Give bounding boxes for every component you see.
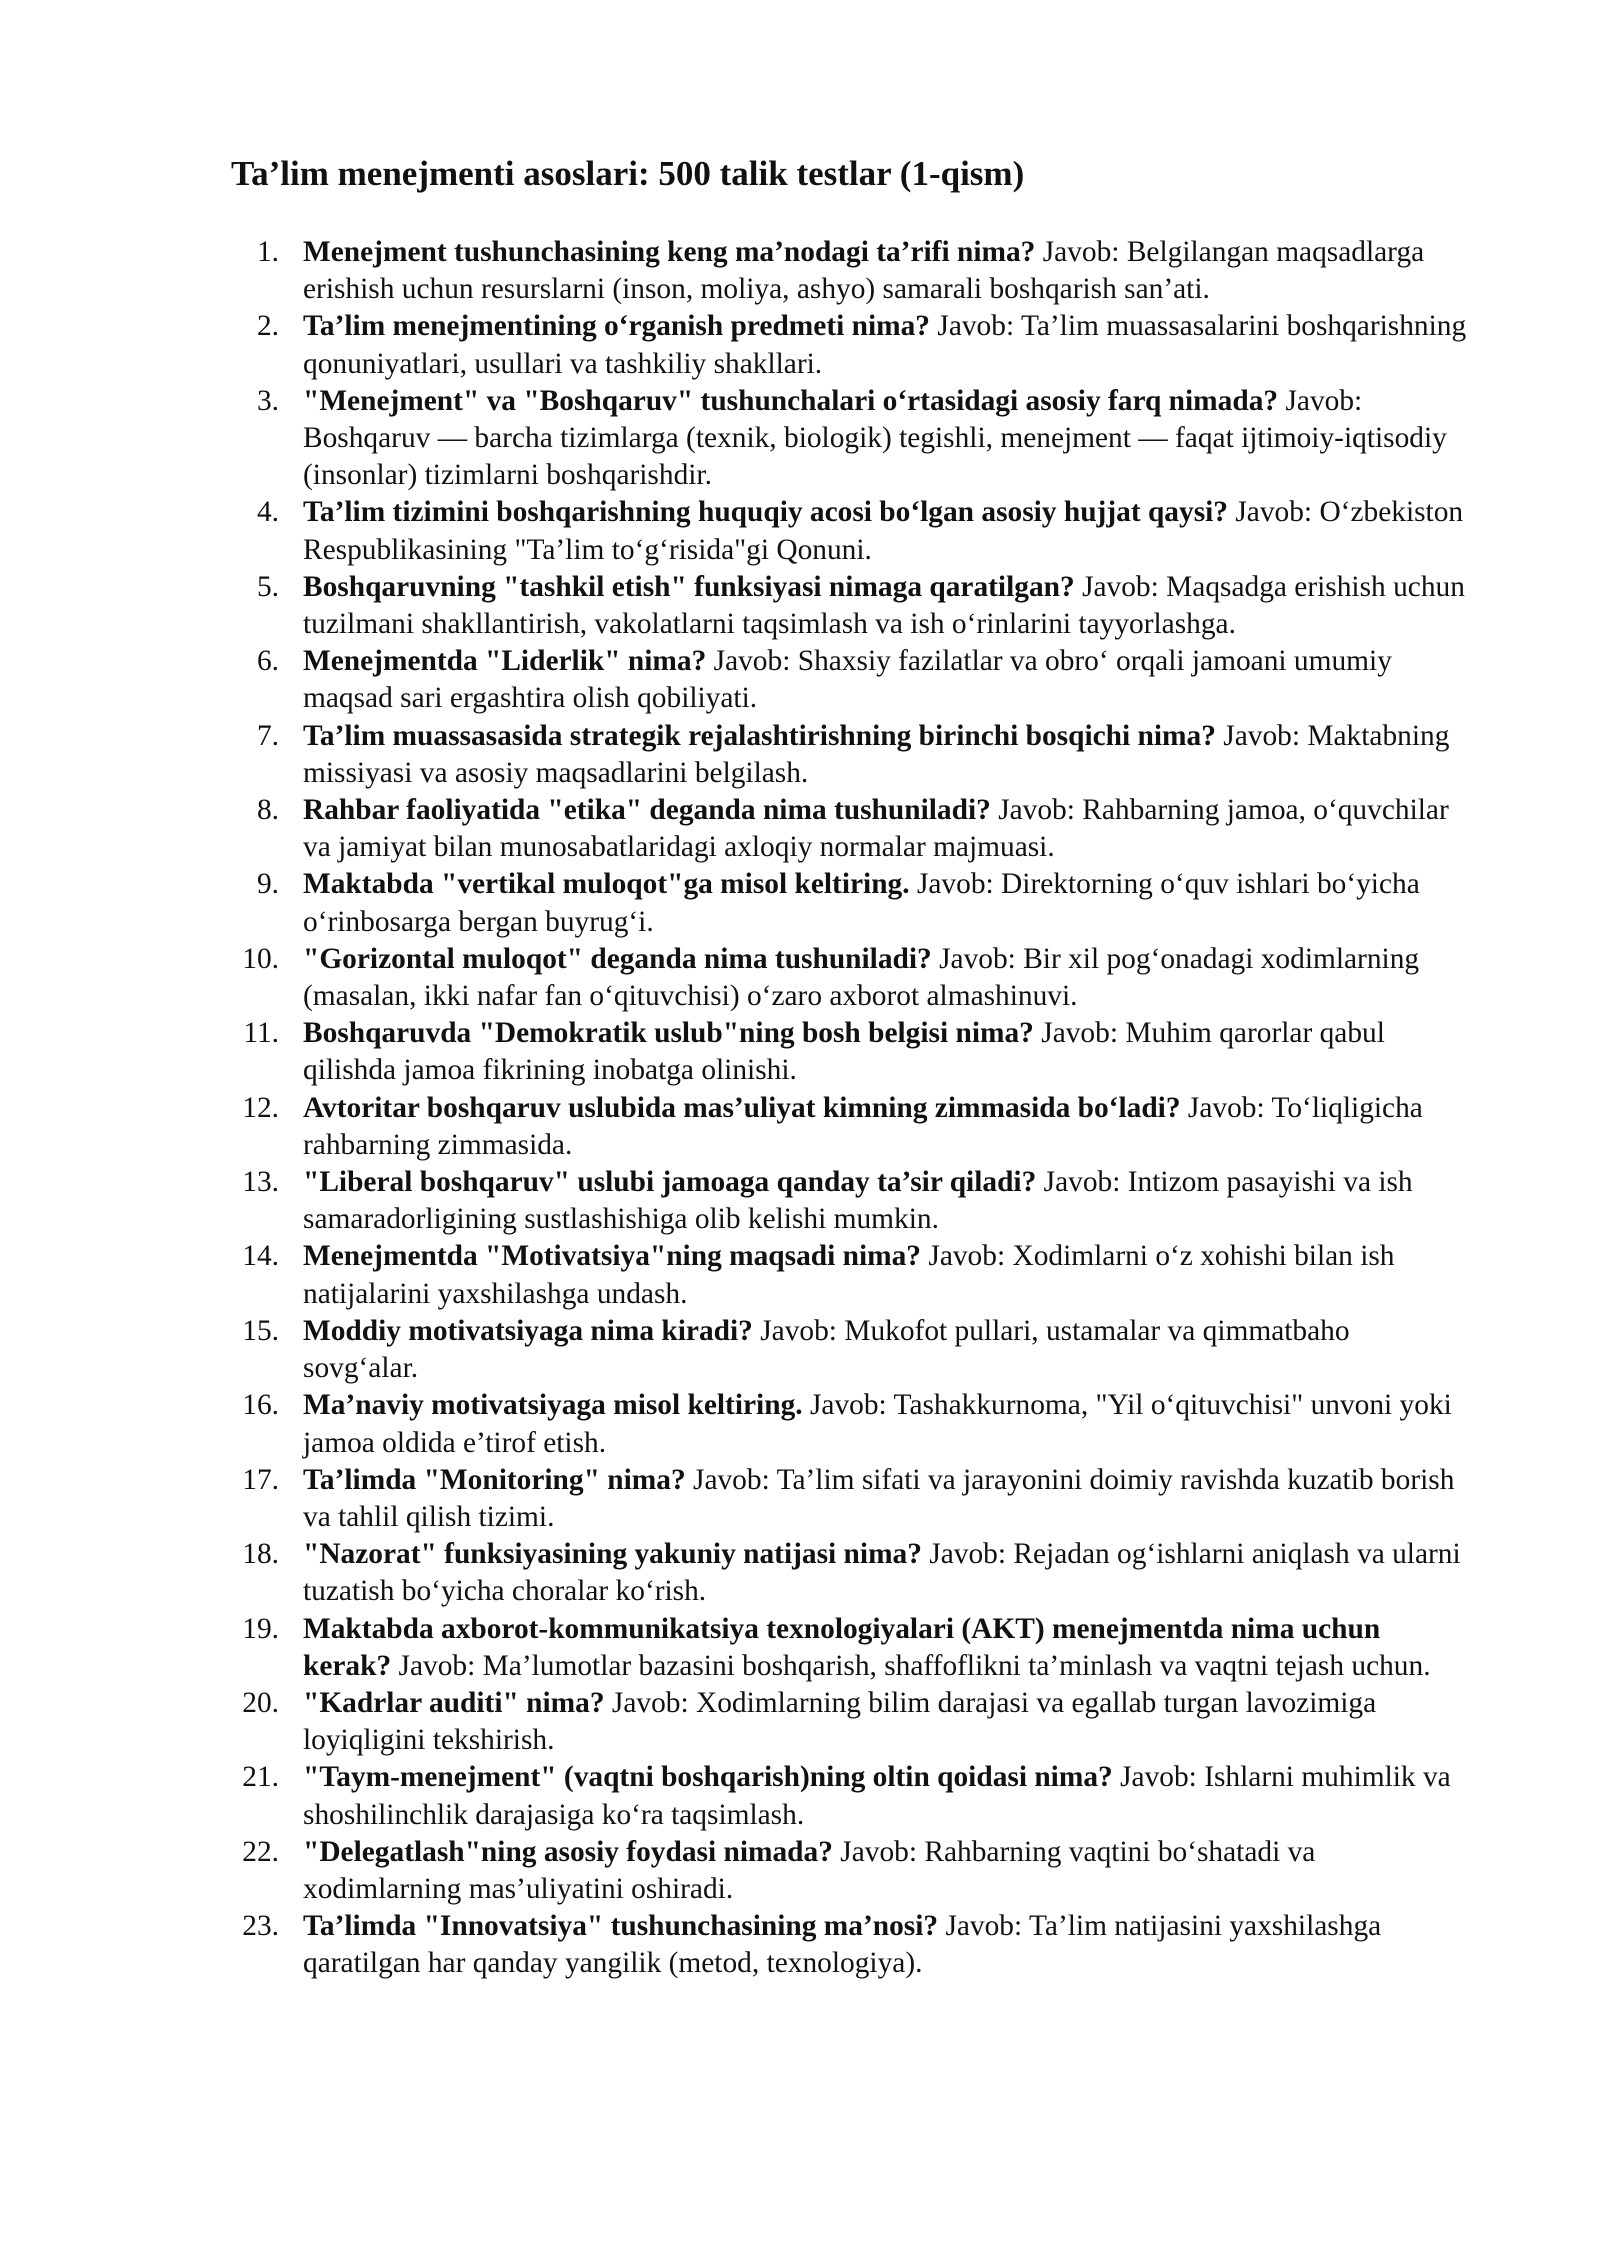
item-number: 19.	[242, 1612, 279, 1645]
answer-text: Boshqaruv — barcha tizimlarga (texnik, biologik) tegishli, menejment — faqat ijtimoiy-iqtisodiy (insonlar) tizimlarni boshqarishdir.	[303, 422, 1447, 492]
item-body	[303, 1908, 1468, 1982]
answer-label: Javob:	[713, 645, 791, 678]
answer-text: Mukofot pullari, ustamalar va qimmatbaho sovg‘alar.	[303, 1314, 1350, 1385]
answer-text: Rejadan og‘ishlarni aniqlash va ularni tuzatish bo‘yicha choralar ko‘rish.	[303, 1538, 1461, 1608]
item-body	[303, 383, 1468, 495]
answer-label: Javob:	[929, 1538, 1007, 1571]
question-text: Avtoritar boshqaruv uslubida mas’uliyat kimning zimmasida bo‘ladi?	[303, 1091, 1181, 1124]
question-text: Menejmentda "Liderlik" nima?	[303, 645, 707, 678]
answer-label: Javob:	[937, 310, 1015, 343]
answer-label: Javob:	[1120, 1761, 1197, 1794]
question-text: "Menejment" va "Boshqaruv" tushunchalari o‘rtasidagi asosiy farq nimada?	[303, 384, 1279, 417]
question-text: Ta’limda "Innovatsiya" tushunchasining ma’nosi?	[303, 1910, 939, 1943]
question-text: Rahbar faoliyatida "etika" deganda nima tushuniladi?	[303, 794, 991, 827]
list-item	[0, 1387, 1600, 1461]
question-text: "Taym-menejment" (vaqtni boshqarish)ning oltin qoidasi nima?	[303, 1761, 1113, 1794]
list-item	[0, 1759, 1600, 1833]
item-body	[303, 1536, 1468, 1610]
answer-text: Shaxsiy fazilatlar va obro‘ orqali jamoani umumiy maqsad sari ergashtira olish qobiliyati.	[303, 645, 1392, 715]
answer-label: Javob:	[1043, 1166, 1121, 1199]
item-number: 16.	[242, 1389, 279, 1422]
item-number: 9.	[256, 868, 279, 901]
item-number: 15.	[242, 1314, 279, 1347]
answer-label: Javob:	[1285, 384, 1363, 417]
item-body	[303, 1015, 1468, 1089]
item-number: 17.	[242, 1463, 279, 1496]
question-text: Ta’lim menejmentining o‘rganish predmeti nima?	[303, 310, 931, 343]
item-number: 13.	[242, 1166, 279, 1199]
answer-label: Javob:	[1041, 1017, 1118, 1050]
answer-label: Javob:	[1223, 719, 1300, 752]
answer-label: Javob:	[1187, 1091, 1265, 1124]
item-body	[303, 234, 1468, 308]
list-item	[0, 569, 1600, 643]
answer-text: Intizom pasayishi va ish samaradorligining sustlashishiga olib kelishi mumkin.	[303, 1166, 1413, 1236]
list-item	[0, 1164, 1600, 1238]
item-body	[303, 1387, 1468, 1461]
answer-text: Direktorning o‘quv ishlari bo‘yicha o‘rinbosarga bergan buyrug‘i.	[303, 868, 1420, 938]
list-item	[0, 1015, 1600, 1089]
answer-label: Javob:	[916, 868, 994, 901]
question-text: Maktabda "vertikal muloqot"ga misol keltiring.	[303, 868, 910, 901]
answer-label: Javob:	[939, 942, 1016, 975]
item-body	[303, 1685, 1468, 1759]
answer-text: Tashakkurnoma, "Yil o‘qituvchisi" unvoni yoki jamoa oldida e’tirof etish.	[303, 1389, 1452, 1459]
list-item	[0, 1611, 1600, 1685]
list-item	[0, 718, 1600, 792]
list-item	[0, 866, 1600, 940]
answer-label: Javob:	[760, 1314, 837, 1347]
list-item	[0, 941, 1600, 1015]
item-number: 2.	[256, 310, 279, 343]
list-item	[0, 1238, 1600, 1312]
item-number: 11.	[243, 1017, 279, 1050]
item-number: 14.	[242, 1240, 279, 1273]
item-number: 20.	[242, 1686, 279, 1719]
answer-text: Ta’lim muassasalarini boshqarishning qonuniyatlari, usullari va tashkiliy shakllari.	[303, 310, 1467, 380]
answer-label: Javob:	[611, 1686, 689, 1719]
question-list	[0, 234, 1600, 1983]
answer-text: Bir xil pog‘onadagi xodimlarning (masalan, ikki nafar fan o‘qituvchisi) o‘zaro axborot almashinuvi.	[303, 942, 1420, 1013]
answer-text: Xodimlarni o‘z xohishi bilan ish natijalarini yaxshilashga undash.	[303, 1240, 1395, 1310]
question-text: "Kadrlar auditi" nima?	[303, 1686, 605, 1719]
answer-text: Maqsadga erishish uchun tuzilmani shakllantirish, vakolatlarni taqsimlash va ish o‘rinlarini tayyorlashga.	[303, 570, 1465, 641]
item-body	[303, 569, 1468, 643]
list-item	[0, 1090, 1600, 1164]
item-body	[303, 494, 1468, 568]
list-item	[0, 234, 1600, 308]
answer-label: Javob:	[840, 1835, 918, 1868]
question-text: "Delegatlash"ning asosiy foydasi nimada?	[303, 1835, 833, 1868]
item-body	[303, 941, 1468, 1015]
answer-label: Javob:	[398, 1649, 476, 1682]
item-number: 4.	[256, 496, 279, 529]
item-number: 3.	[256, 384, 279, 417]
item-body	[303, 866, 1468, 940]
item-body	[303, 1164, 1468, 1238]
question-text: Ta’limda "Monitoring" nima?	[303, 1463, 686, 1496]
item-body	[303, 1238, 1468, 1312]
item-number: 12.	[242, 1091, 279, 1124]
answer-label: Javob:	[998, 794, 1075, 827]
question-text: Moddiy motivatsiyaga nima kiradi?	[303, 1314, 753, 1347]
answer-text: Rahbarning vaqtini bo‘shatadi va xodimlarning mas’uliyatini oshiradi.	[303, 1835, 1316, 1905]
item-body	[303, 643, 1468, 717]
answer-text: Ma’lumotlar bazasini boshqarish, shaffoflikni ta’minlash va vaqtni tejash uchun.	[482, 1649, 1431, 1682]
question-text: Ta’lim tizimini boshqarishning huquqiy acosi bo‘lgan asosiy hujjat qaysi?	[303, 496, 1228, 529]
item-body	[303, 792, 1468, 866]
answer-text: Ta’lim natijasini yaxshilashga qaratilgan har qanday yangilik (metod, texnologiya).	[303, 1910, 1382, 1980]
question-text: "Liberal boshqaruv" uslubi jamoaga qanday ta’sir qiladi?	[303, 1166, 1037, 1199]
answer-text: Belgilangan maqsadlarga erishish uchun resurslarni (inson, moliya, ashyo) samarali boshqarish san’ati.	[303, 236, 1425, 306]
item-number: 6.	[256, 645, 279, 678]
answer-text: Rahbarning jamoa, o‘quvchilar va jamiyat bilan munosabatlaridagi axloqiy normalar majmuasi.	[303, 794, 1449, 864]
answer-text: To‘liqligicha rahbarning zimmasida.	[303, 1091, 1423, 1161]
item-number: 8.	[256, 794, 279, 827]
item-body	[303, 308, 1468, 382]
item-number: 23.	[242, 1910, 279, 1943]
question-text: Boshqaruvda "Demokratik uslub"ning bosh belgisi nima?	[303, 1017, 1034, 1050]
answer-text: Ishlarni muhimlik va shoshilinchlik darajasiga ko‘ra taqsimlash.	[303, 1761, 1451, 1831]
item-number: 18.	[242, 1538, 279, 1571]
item-number: 21.	[242, 1761, 279, 1794]
item-number: 7.	[256, 719, 279, 752]
question-text: "Nazorat" funksiyasining yakuniy natijasi nima?	[303, 1538, 922, 1571]
question-text: "Gorizontal muloqot" deganda nima tushuniladi?	[303, 942, 932, 975]
answer-label: Javob:	[693, 1463, 770, 1496]
list-item	[0, 1536, 1600, 1610]
answer-label: Javob:	[928, 1240, 1006, 1273]
question-text: Ta’lim muassasasida strategik rejalashtirishning birinchi bosqichi nima?	[303, 719, 1216, 752]
item-body	[303, 1313, 1468, 1387]
answer-label: Javob:	[1082, 570, 1159, 603]
list-item	[0, 643, 1600, 717]
answer-text: Ta’lim sifati va jarayonini doimiy ravishda kuzatib borish va tahlil qilish tizimi.	[303, 1463, 1455, 1533]
item-body	[303, 1611, 1468, 1685]
answer-label: Javob:	[1042, 236, 1120, 268]
list-item	[0, 1834, 1600, 1908]
item-body	[303, 1090, 1468, 1164]
item-number: 22.	[242, 1835, 279, 1868]
answer-text: O‘zbekiston Respublikasining "Ta’lim to‘g‘risida"gi Qonuni.	[303, 496, 1464, 566]
question-text: Menejment tushunchasining keng ma’nodagi ta’rifi nima?	[303, 236, 1036, 268]
answer-label: Javob:	[809, 1389, 887, 1422]
question-text: Menejmentda "Motivatsiya"ning maqsadi nima?	[303, 1240, 922, 1273]
list-item	[0, 1462, 1600, 1536]
question-text: Maktabda axborot-kommunikatsiya texnologiyalari (AKT) menejmentda nima uchun kerak?	[303, 1612, 1381, 1682]
document-title: Ta’lim menejmenti asoslari: 500 talik testlar (1-qism)	[231, 154, 1025, 193]
item-body	[303, 1834, 1468, 1908]
list-item	[0, 383, 1600, 495]
item-number: 1.	[256, 236, 279, 268]
list-item	[0, 308, 1600, 382]
item-body	[303, 1759, 1468, 1833]
list-item	[0, 1313, 1600, 1387]
list-item	[0, 1685, 1600, 1759]
answer-label: Javob:	[945, 1910, 1023, 1943]
item-body	[303, 718, 1468, 792]
answer-text: Maktabning missiyasi va asosiy maqsadlarini belgilash.	[303, 719, 1450, 789]
answer-label: Javob:	[1235, 496, 1313, 529]
list-item	[0, 494, 1600, 568]
question-text: Boshqaruvning "tashkil etish" funksiyasi nimaga qaratilgan?	[303, 570, 1075, 603]
item-number: 10.	[242, 942, 279, 975]
question-text: Ma’naviy motivatsiyaga misol keltiring.	[303, 1389, 803, 1422]
answer-text: Muhim qarorlar qabul qilishda jamoa fikrining inobatga olinishi.	[303, 1017, 1385, 1087]
item-number: 5.	[256, 570, 279, 603]
item-body	[303, 1462, 1468, 1536]
list-item	[0, 1908, 1600, 1982]
list-item	[0, 792, 1600, 866]
answer-text: Xodimlarning bilim darajasi va egallab turgan lavozimiga loyiqligini tekshirish.	[303, 1686, 1377, 1757]
